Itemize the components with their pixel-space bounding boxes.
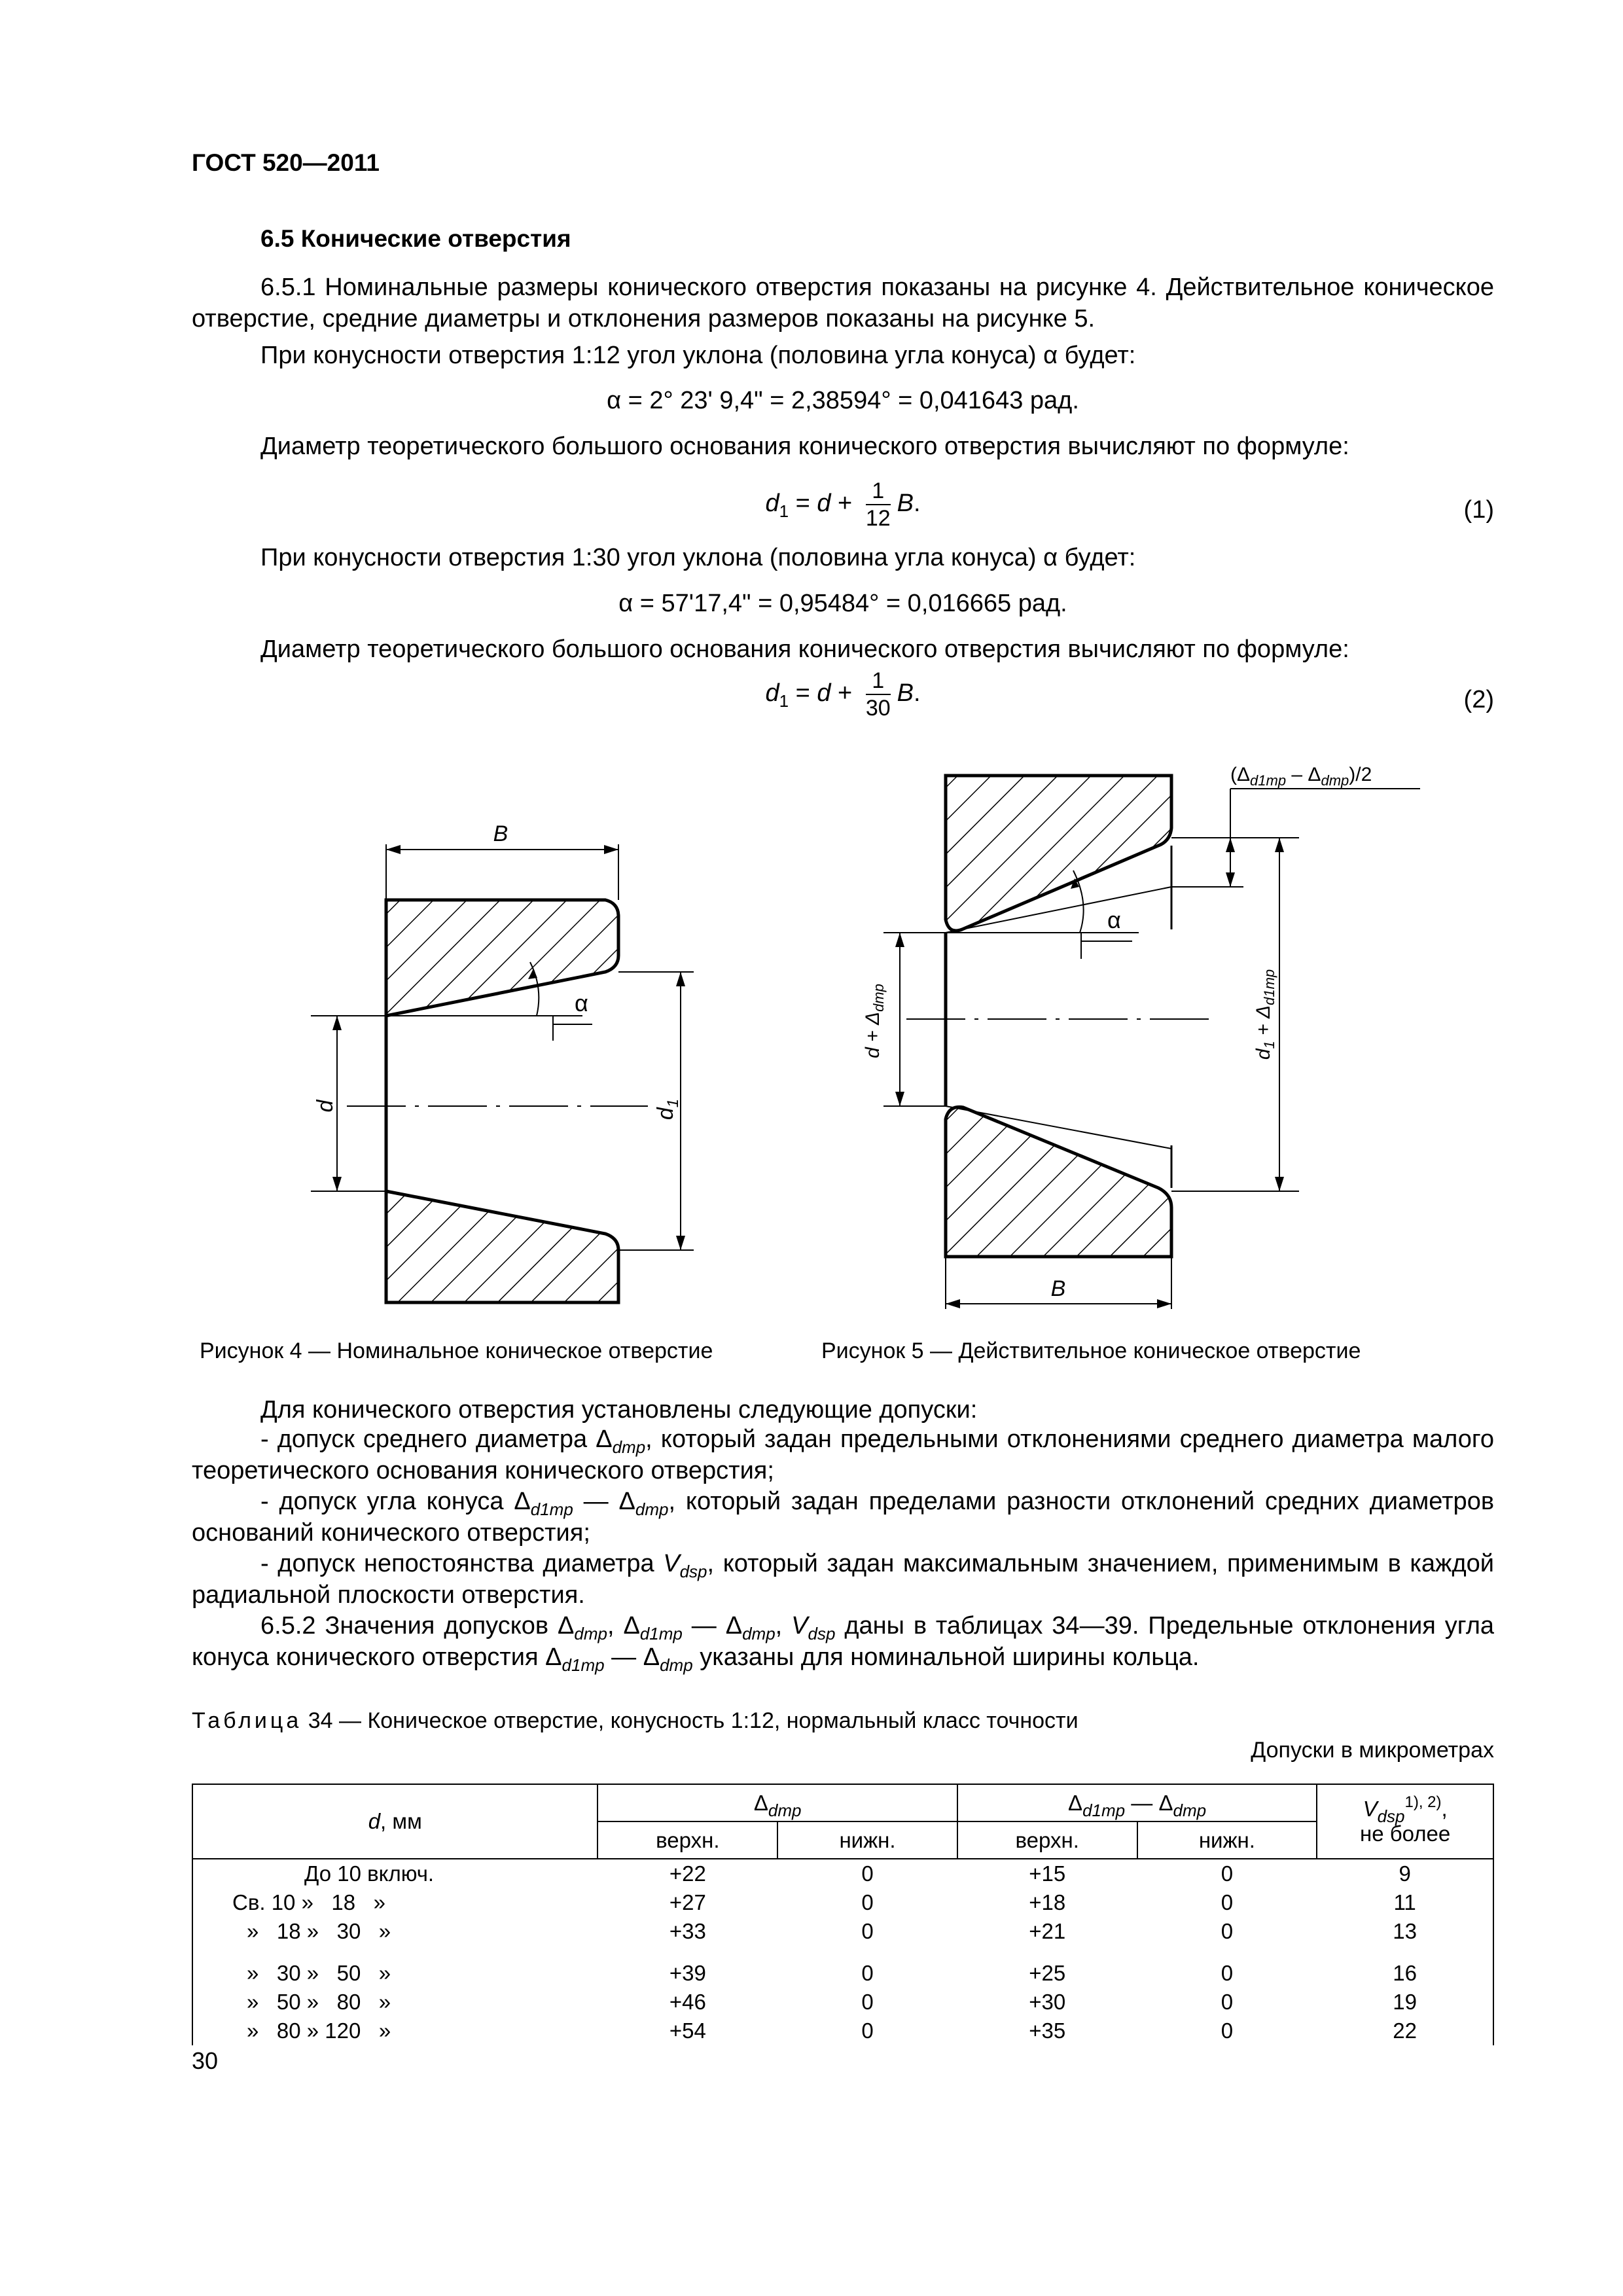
fig5-label-alpha: α — [1107, 906, 1121, 933]
header-dmp-lower: нижн. — [777, 1821, 957, 1859]
equation-alpha-1-12: α = 2° 23' 9,4" = 2,38594° = 0,041643 рад. — [607, 387, 1079, 414]
header-delta-dmp: $\Delta_{dmp}$ — [597, 1784, 957, 1821]
paragraph-6-5-1: 6.5.1 Номинальные размеры конического отверстия показаны на рисунке 4. Действительное коническое отверстие, средние диаметры и отклонения размеров показаны на рисунке 5. — [192, 274, 1494, 332]
equation-number-1: (1) — [1463, 496, 1494, 524]
paragraph-formula-intro-2: Диаметр теоретического большого основания конического отверстия вычисляют по формуле: — [260, 636, 1349, 663]
table-row: Св. 10 » 18 » +27 0 +18 0 11 — [232, 1890, 1416, 1914]
tolerance-item-mean-diameter: - допуск среднего диаметра $\Delta_{dmp}$, который задан предельными отклонениями среднего диаметра малого теоретического основания конического отверстия; — [192, 1426, 1494, 1484]
equation-number-2: (2) — [1463, 686, 1494, 713]
paragraph-taper-1-30: При конусности отверстия 1:30 угол уклона (половина угла конуса) α будет: — [260, 544, 1136, 571]
fig5-top-section — [946, 776, 1171, 931]
fig4-label-d1: $d_1$ — [653, 1098, 682, 1121]
figure-5-actual-tapered-bore — [851, 746, 1440, 1335]
table-row: » 50 » 80 » +46 0 +30 0 19 — [247, 1990, 1417, 2014]
table-34 — [192, 1784, 1494, 2045]
figure-5-caption: Рисунок 5 — Действительное коническое отверстие — [821, 1338, 1361, 1363]
formula-1-denominator: 12 — [865, 506, 891, 531]
formula-2: $d_1 = d$ + $\frac{1}{30}$ B. (2) — [765, 668, 1494, 721]
fig4-bottom-section — [386, 1191, 618, 1302]
formula-1-numerator: 1 — [866, 478, 891, 505]
fig5-label-d1-plus-d1mp: $d_1 + \Delta_{d1mp}$ — [1253, 969, 1277, 1060]
fig5-label-d-plus-dmp: $d + \Delta_{dmp}$ — [862, 984, 887, 1058]
fig5-label-angle-deviation: $(\Delta_{d1mp} - \Delta_{dmp})/2$ — [1230, 764, 1372, 789]
header-delta-d1mp-minus-dmp: $\Delta_{d1mp}$ — $\Delta_{dmp}$ — [957, 1784, 1317, 1821]
table-34-units: Допуски в микрометрах — [1251, 1738, 1494, 1763]
figure-4-caption: Рисунок 4 — Номинальное коническое отверстие — [200, 1338, 713, 1363]
table-34-caption: Таблица 34 — Коническое отверстие, конусность 1:12, нормальный класс точности — [192, 1708, 1079, 1733]
tolerances-intro: Для конического отверстия установлены следующие допуски: — [260, 1396, 978, 1424]
fig4-label-B: B — [493, 821, 508, 846]
page-number: 30 — [192, 2047, 219, 2074]
header-vdsp: $V_{dsp}^{1), 2)}$, не более — [1317, 1784, 1493, 1859]
header-dmp-upper: верхн. — [597, 1821, 777, 1859]
tolerance-item-diameter-variation: - допуск непостоянства диаметра $V_{dsp}$, который задан максимальным значением, применимым в каждой радиальной плоскости отверстия. — [192, 1550, 1494, 1609]
header-d-mm: d, мм — [192, 1784, 597, 1859]
table-row: » 80 » 120 » +54 0 +35 0 22 — [247, 2018, 1417, 2043]
fig4-label-d: d — [313, 1100, 338, 1113]
paragraph-6-5-2: 6.5.2 Значения допусков $\Delta_{dmp}$, $\Delta_{d1mp}$ — $\Delta_{dmp}$, $V_{dsp}$ даны в таблицах 34—39. Предельные отклонения угла конуса конического отверстия $\Delta_{d1mp}$ — $\Delta_{dmp}$ указаны для номинальной ширины кольца. — [192, 1612, 1495, 1675]
figure-4-nominal-tapered-bore — [288, 818, 759, 1329]
formula-2-numerator: 1 — [866, 668, 891, 695]
formula-2-denominator: 30 — [865, 696, 891, 721]
table-row: До 10 включ. +22 0 +15 0 9 — [304, 1861, 1411, 1886]
fig5-label-B: B — [1050, 1276, 1066, 1301]
header-angle-lower: нижн. — [1137, 1821, 1317, 1859]
fig4-label-alpha: α — [575, 990, 588, 1016]
section-title: 6.5 Конические отверстия — [260, 225, 571, 252]
table-row: » 30 » 50 » +39 0 +25 0 16 — [247, 1961, 1417, 1985]
equation-alpha-1-30: α = 57'17,4" = 0,95484° = 0,016665 рад. — [618, 590, 1067, 617]
header-angle-upper: верхн. — [957, 1821, 1137, 1859]
tolerance-item-taper-angle: - допуск угла конуса $\Delta_{d1mp}$ — $\Delta_{dmp}$, который задан пределами разности отклонений средних диаметров оснований конического отверстия; — [192, 1488, 1495, 1547]
fig5-bottom-section — [946, 1107, 1171, 1257]
table-row: » 18 » 30 » +33 0 +21 0 13 — [247, 1919, 1417, 1943]
paragraph-taper-1-12: При конусности отверстия 1:12 угол уклона (половина угла конуса) α будет: — [260, 342, 1136, 369]
standard-designation: ГОСТ 520—2011 — [192, 149, 380, 176]
paragraph-formula-intro-1: Диаметр теоретического большого основания конического отверстия вычисляют по формуле: — [260, 433, 1349, 460]
formula-1: $d_1 = d$ + $\frac{1}{12}$ B. (1) — [765, 478, 1494, 531]
